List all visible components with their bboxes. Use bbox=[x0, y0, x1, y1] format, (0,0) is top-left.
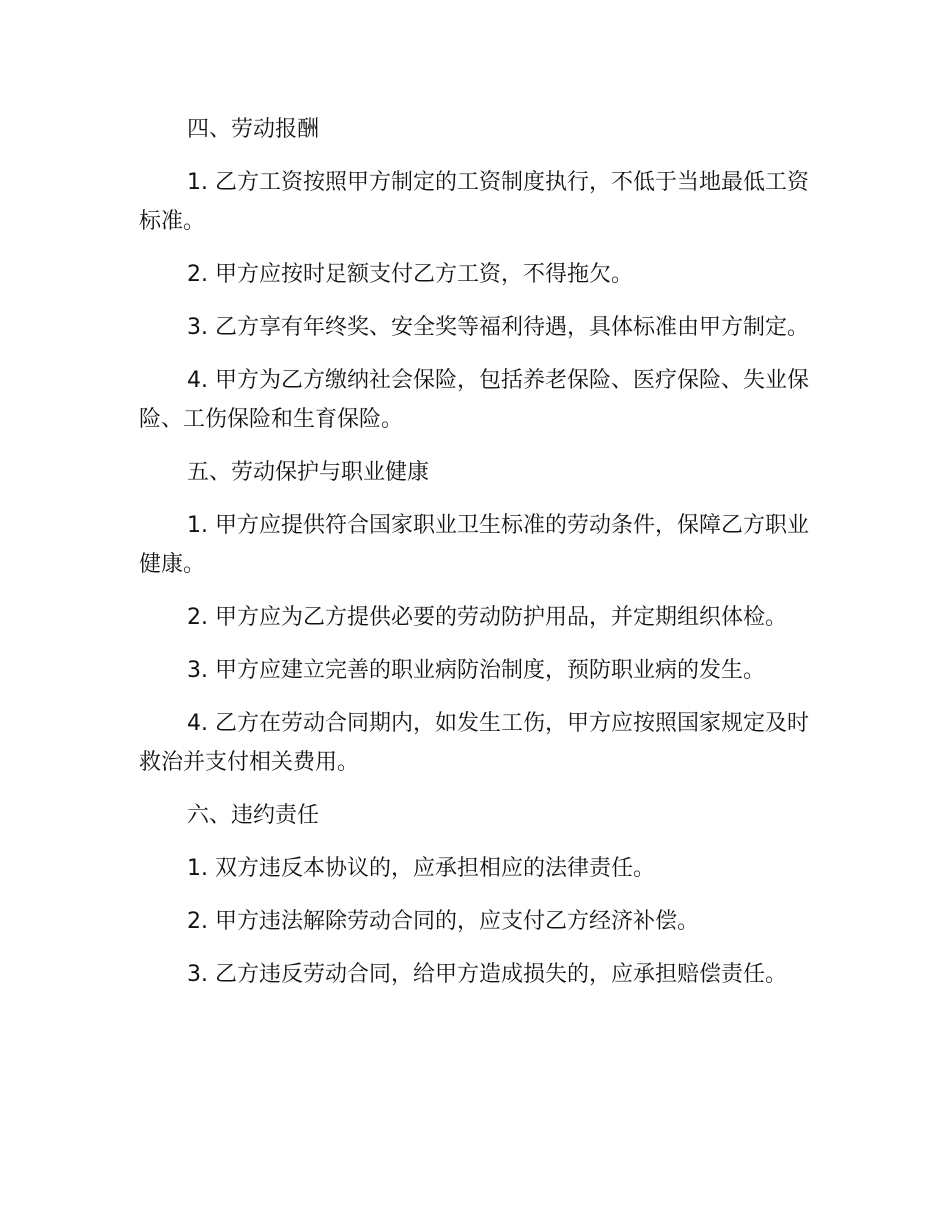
clause-item: 1. 甲方应提供符合国家职业卫生标准的劳动条件，保障乙方职业健康。 bbox=[139, 513, 809, 577]
document-body bbox=[139, 110, 814, 1008]
section-heading-liability: 六、违约责任 bbox=[187, 803, 320, 828]
section-heading-protection: 五、劳动保护与职业健康 bbox=[187, 460, 430, 485]
clause-item: 3. 乙方违反劳动合同，给甲方造成损失的，应承担赔偿责任。 bbox=[187, 962, 787, 987]
clause-item: 3. 甲方应建立完善的职业病防治制度，预防职业病的发生。 bbox=[187, 658, 765, 683]
section-heading-remuneration: 四、劳动报酬 bbox=[187, 117, 320, 142]
clause-item: 1. 乙方工资按照甲方制定的工资制度执行，不低于当地最低工资标准。 bbox=[139, 170, 809, 234]
clause-item: 2. 甲方违法解除劳动合同的，应支付乙方经济补偿。 bbox=[187, 909, 699, 934]
clause-item: 2. 甲方应为乙方提供必要的劳动防护用品，并定期组织体检。 bbox=[187, 605, 787, 630]
clause-item: 2. 甲方应按时足额支付乙方工资，不得拖欠。 bbox=[187, 262, 633, 287]
clause-item: 3. 乙方享有年终奖、安全奖等福利待遇，具体标准由甲方制定。 bbox=[187, 315, 809, 340]
clause-item: 1. 双方违反本协议的，应承担相应的法律责任。 bbox=[187, 856, 655, 881]
clause-item: 4. 甲方为乙方缴纳社会保险，包括养老保险、医疗保险、失业保险、工伤保险和生育保险。 bbox=[139, 368, 809, 432]
clause-item: 4. 乙方在劳动合同期内，如发生工伤，甲方应按照国家规定及时救治并支付相关费用。 bbox=[139, 711, 809, 775]
